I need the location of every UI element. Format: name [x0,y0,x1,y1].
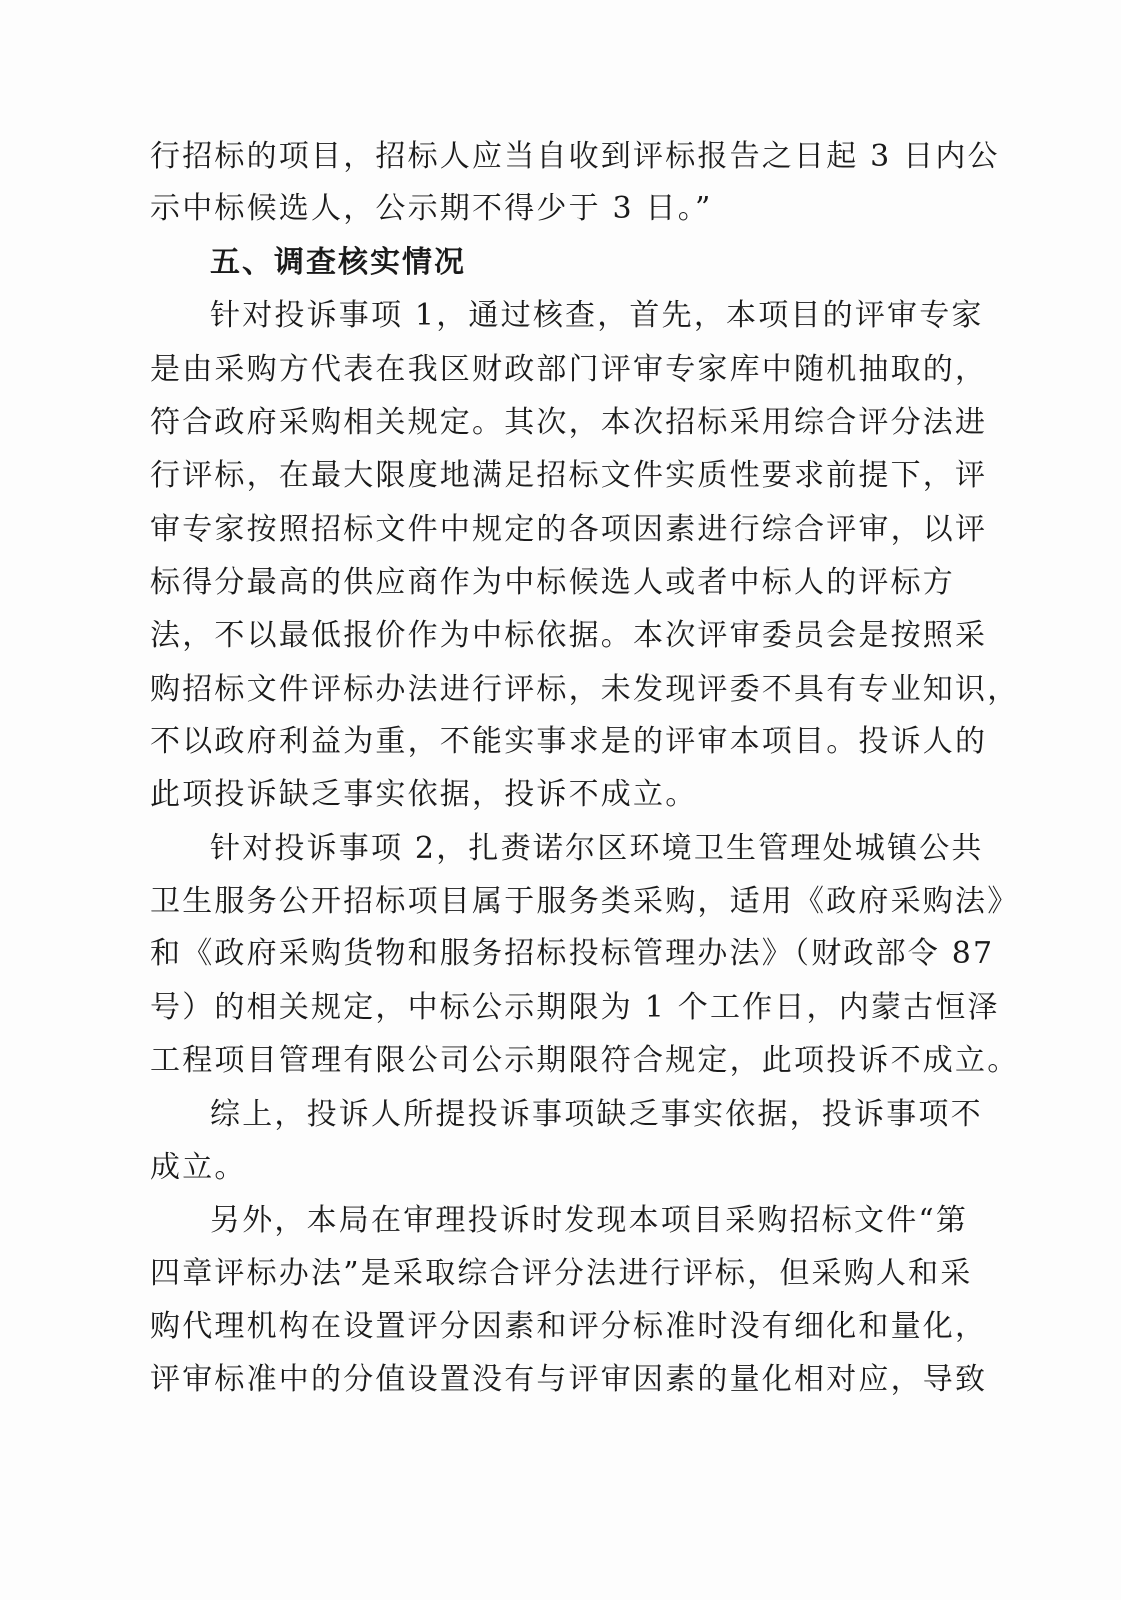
text-line: 号）的相关规定，中标公示期限为 1 个工作日，内蒙古恒泽 [150,990,1000,1025]
text-line: 购代理机构在设置评分因素和评分标准时没有细化和量化， [150,1309,988,1344]
text-line: 针对投诉事项 2，扎赉诺尔区环境卫生管理处城镇公共 [210,831,984,866]
text-line: 行评标，在最大限度地满足招标文件实质性要求前提下，评 [150,458,988,493]
text-line: 示中标候选人，公示期不得少于 3 日。” [150,191,713,226]
text-line: 另外，本局在审理投诉时发现本项目采购招标文件“第 [210,1203,969,1238]
text-line: 四章评标办法”是采取综合评分法进行评标，但采购人和采 [150,1256,973,1291]
text-line: 卫生服务公开招标项目属于服务类采购，适用《政府采购法》 [150,884,1020,919]
text-line: 工程项目管理有限公司公示期限符合规定，此项投诉不成立。 [150,1043,1020,1078]
text-line: 评审标准中的分值设置没有与评审因素的量化相对应，导致 [150,1362,988,1397]
text-line: 购招标文件评标办法进行评标，未发现评委不具有专业知识， [150,672,1020,707]
text-line: 成立。 [150,1150,247,1185]
text-line: 是由采购方代表在我区财政部门评审专家库中随机抽取的， [150,352,988,387]
text-line: 针对投诉事项 1，通过核查，首先，本项目的评审专家 [210,298,984,333]
text-line: 符合政府采购相关规定。其次，本次招标采用综合评分法进 [150,405,988,440]
section-heading: 五、调查核实情况 [210,245,466,280]
text-line: 和《政府采购货物和服务招标投标管理办法》（财政部令 87 [150,936,995,971]
text-line: 审专家按照招标文件中规定的各项因素进行综合评审，以评 [150,512,988,547]
text-line: 行招标的项目，招标人应当自收到评标报告之日起 3 日内公 [150,139,1000,174]
text-line: 综上，投诉人所提投诉事项缺乏事实依据，投诉事项不 [210,1097,983,1132]
text-line: 不以政府利益为重，不能实事求是的评审本项目。投诉人的 [150,724,988,759]
text-line: 标得分最高的供应商作为中标候选人或者中标人的评标方 [150,565,955,600]
text-line: 法，不以最低报价作为中标依据。本次评审委员会是按照采 [150,618,988,653]
text-line: 此项投诉缺乏事实依据，投诉不成立。 [150,777,698,812]
